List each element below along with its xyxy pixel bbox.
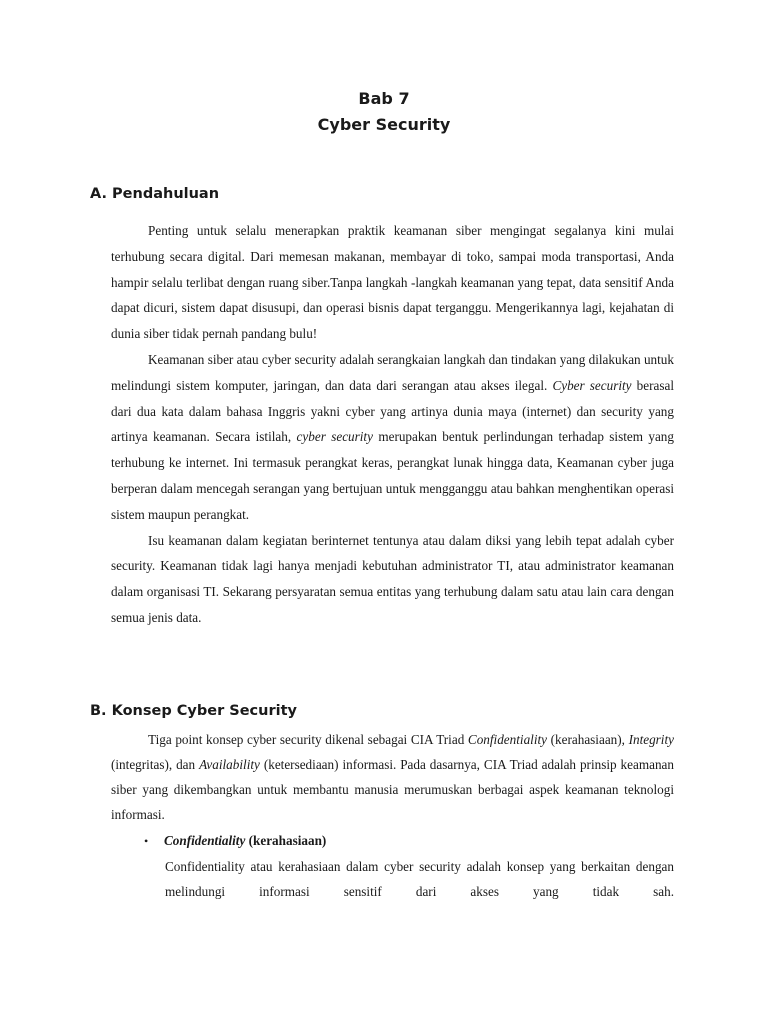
paragraph-3: Isu keamanan dalam kegiatan berinternet tentunya atau dalam diksi yang lebih tepat adalah cyber security. Keamanan tidak lagi hanya menjadi kebutuhan administrator TI, atau administrator keamanan dalam organisasi TI. Sekarang persyaratan semua entitas yang terhubung dalam satu atau lain cara dengan semua jenis data.: [111, 532, 674, 625]
bullet-item-confidentiality: [111, 828, 674, 904]
section-b-body: [111, 727, 674, 827]
bullet-icon: •: [144, 834, 149, 848]
paragraph-2-part-3: merupakan bentuk perlindungan terhadap sistem yang terhubung ke internet. Ini termasuk perangkat keras, perangkat lunak hingga data, Keamanan cyber juga berperan dalam mencegah serangan yang bertujuan untuk mengganggu atau bahkan menghentikan operasi sistem maupun perangkat.: [111, 429, 674, 522]
cia-intro-part-1: Tiga point konsep cyber security dikenal sebagai CIA Triad: [148, 732, 468, 747]
cia-intro-part-4: (ketersediaan) informasi. Pada dasarnya, CIA Triad adalah prinsip keamanan siber yang dikembangkan untuk membantu manusia merumuskan berbagai aspek keamanan teknologi informasi.: [111, 757, 674, 822]
italic-term-cyber-security-2: cyber security: [296, 429, 373, 445]
bullet-title: [164, 828, 326, 853]
bullet-description: Confidentiality atau kerahasiaan dalam cyber security adalah konsep yang berkaitan dengan melindungi informasi sensitif dari akses yang tidak sah.: [165, 859, 674, 899]
cia-intro-part-2: (kerahasiaan),: [547, 732, 629, 747]
bullet-term: Confidentiality: [164, 833, 246, 848]
italic-term-confidentiality: Confidentiality: [467, 732, 548, 747]
section-heading-konsep: B. Konsep Cyber Security: [90, 703, 297, 719]
paragraph-1: Penting untuk selalu menerapkan praktik keamanan siber mengingat segalanya kini mulai terhubung secara digital. Dari memesan makanan, membayar di toko, sampai moda transportasi, Anda hampir selalu terlibat dengan ruang siber.Tanpa langkah -langkah keamanan yang tepat, data sensitif Anda dapat dicuri, sistem dapat disusupi, dan operasi bisnis dapat terganggu. Mengerikannya lagi, kejahatan di dunia siber tidak pernah pandang bulu!: [111, 223, 674, 342]
section-a-body: [111, 218, 674, 631]
bullet-head: [111, 828, 674, 854]
paragraph-2: [111, 347, 674, 528]
chapter-number: Bab 7: [358, 89, 410, 108]
italic-term-integrity: Integrity: [628, 732, 674, 747]
paragraph-cia-triad: [111, 727, 674, 827]
paragraph-2-part-1: Keamanan siber atau cyber security adalah serangkaian langkah dan tindakan yang dilakukan untuk melindungi sistem komputer, jaringan, dan data dari serangan atau akses ilegal.: [111, 351, 674, 393]
cia-intro-part-3: (integritas), dan: [111, 757, 200, 772]
section-heading-pendahuluan: A. Pendahuluan: [90, 186, 220, 202]
bullet-term-suffix: (kerahasiaan): [245, 833, 327, 848]
chapter-title: Cyber Security: [317, 115, 451, 134]
italic-term-cyber-security: Cyber security: [552, 377, 632, 393]
italic-term-availability: Availability: [199, 757, 260, 772]
paragraph-2-part-2: berasal dari dua kata dalam bahasa Inggris yakni cyber yang artinya dunia maya (internet) dan security yang artinya keamanan. Secara istilah,: [111, 377, 675, 445]
